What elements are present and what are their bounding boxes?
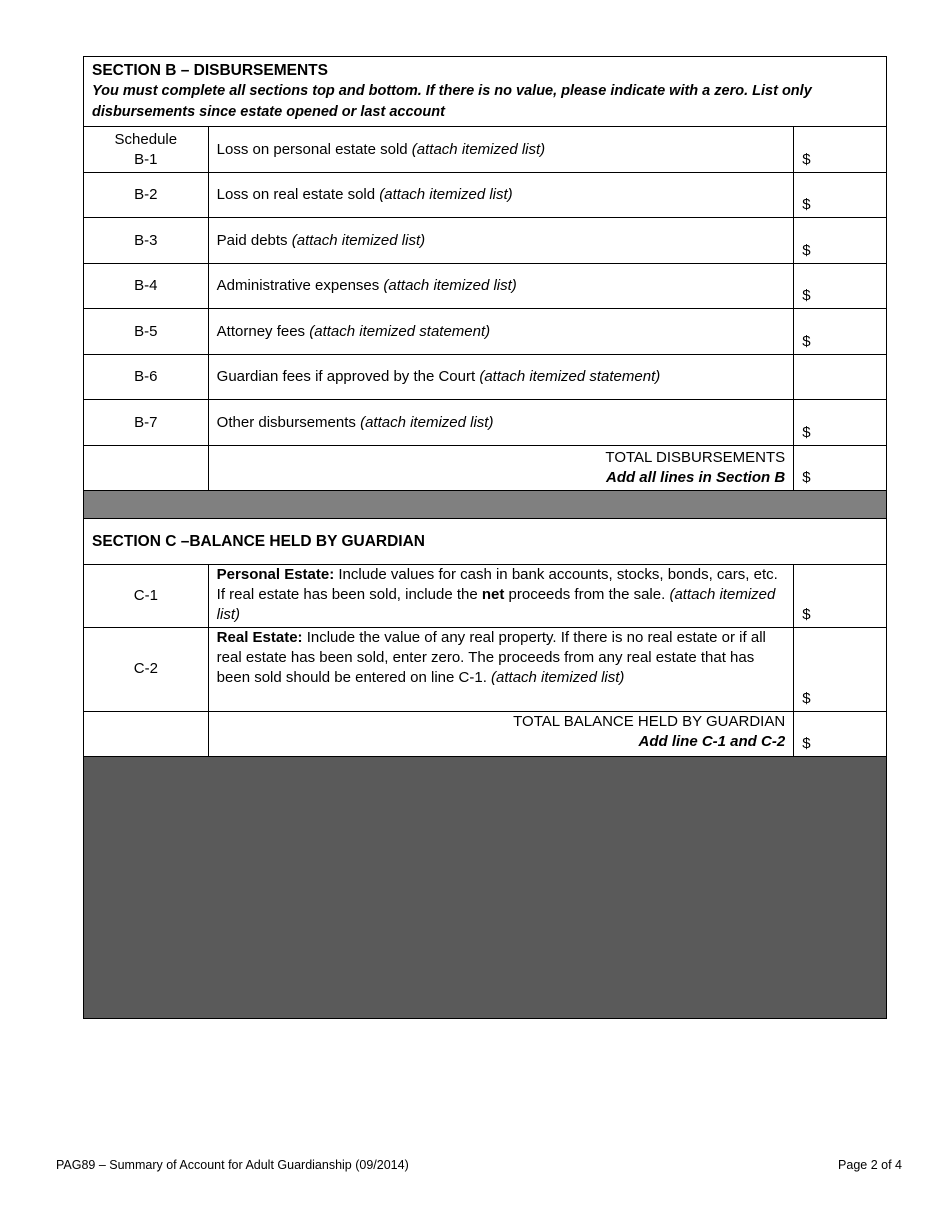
row-note: (attach itemized list) <box>291 231 426 249</box>
schedule-code: B-3 <box>84 218 209 263</box>
row-note: (attach itemized statement) <box>309 322 491 340</box>
row-label: Other disbursements <box>216 413 361 431</box>
row-text: proceeds from the sale. <box>504 586 670 603</box>
amount-field-b2[interactable]: $ <box>802 196 811 213</box>
schedule-code: C-2 <box>84 628 209 711</box>
amount-field-b4[interactable]: $ <box>802 287 811 304</box>
schedule-code: B-6 <box>84 355 209 399</box>
schedule-code: B-1 <box>134 150 158 168</box>
schedule-row-c2 <box>84 627 886 711</box>
schedule-code: C-1 <box>84 565 209 627</box>
row-bold-word: net <box>481 586 505 603</box>
amount-field-c1[interactable]: $ <box>802 606 811 623</box>
row-text: Include values for cash in bank accounts, stocks, bonds, cars, etc. If real estate has been sold, include the <box>216 566 778 603</box>
row-note: (attach itemized list) <box>379 186 513 203</box>
total-disbursements-instruction: Add all lines in Section B <box>605 469 786 486</box>
schedule-row-c1 <box>84 564 886 627</box>
schedule-row-b3 <box>84 217 886 263</box>
schedule-row-b4 <box>84 263 886 308</box>
total-balance-amount[interactable]: $ <box>802 735 811 752</box>
footer-form-id: PAG89 – Summary of Account for Adult Guardianship (09/2014) <box>56 1158 409 1172</box>
shaded-block <box>84 756 886 1018</box>
row-note: (attach itemized list) <box>216 586 776 623</box>
total-balance-row <box>84 711 886 756</box>
schedule-heading: Schedule <box>114 130 178 148</box>
schedule-row-b2 <box>84 172 886 217</box>
section-b-instructions: You must complete all sections top and bottom. If there is no value, please indicate with a zero. List only disbursements since estate opened or last account <box>92 83 812 120</box>
schedule-code: B-7 <box>84 400 209 445</box>
row-label: Attorney fees <box>216 322 310 340</box>
row-label: Loss on personal estate sold <box>216 140 412 158</box>
schedule-row-b6 <box>84 354 886 399</box>
section-c-header <box>84 518 886 564</box>
row-note: (attach itemized list) <box>360 413 494 431</box>
section-b-title: SECTION B – DISBURSEMENTS <box>92 62 328 79</box>
row-label: Paid debts <box>216 231 292 249</box>
section-b-header <box>84 57 886 126</box>
footer-page-number: Page 2 of 4 <box>838 1158 902 1172</box>
amount-field-b5[interactable]: $ <box>802 333 811 350</box>
account-summary-form <box>83 56 887 1019</box>
amount-field-b7[interactable]: $ <box>802 424 811 441</box>
schedule-code: B-4 <box>84 264 209 308</box>
total-balance-label: TOTAL BALANCE HELD BY GUARDIAN <box>513 713 786 730</box>
total-disbursements-row <box>84 445 886 490</box>
section-c-title: SECTION C –BALANCE HELD BY GUARDIAN <box>92 533 425 550</box>
row-note: (attach itemized list) <box>491 669 625 686</box>
total-balance-instruction: Add line C-1 and C-2 <box>638 733 786 750</box>
row-text: Include the value of any real property. If there is no real estate or if all real estate has been sold, enter zero. The proceeds from any real estate that has been sold should be entered on line C-1. <box>216 629 766 686</box>
total-disbursements-label: TOTAL DISBURSEMENTS <box>605 449 786 466</box>
schedule-row-b7 <box>84 399 886 445</box>
row-note: (attach itemized list) <box>383 277 517 294</box>
row-label: Administrative expenses <box>216 277 384 294</box>
total-disbursements-amount[interactable]: $ <box>802 469 811 486</box>
row-bold-label: Real Estate: <box>216 629 303 646</box>
row-label: Loss on real estate sold <box>216 186 380 203</box>
amount-field-b1[interactable]: $ <box>802 151 811 168</box>
row-bold-label: Personal Estate: <box>216 566 335 583</box>
schedule-code: B-2 <box>84 173 209 217</box>
amount-field-b6[interactable] <box>794 355 886 399</box>
row-note: (attach itemized list) <box>411 140 546 158</box>
row-label: Guardian fees if approved by the Court <box>216 368 480 385</box>
schedule-code: B-5 <box>84 309 209 354</box>
schedule-row-b1 <box>84 126 886 172</box>
section-divider <box>84 490 886 518</box>
schedule-row-b5 <box>84 308 886 354</box>
amount-field-b3[interactable]: $ <box>802 242 811 259</box>
amount-field-c2[interactable]: $ <box>802 690 811 707</box>
row-note: (attach itemized statement) <box>479 368 661 385</box>
